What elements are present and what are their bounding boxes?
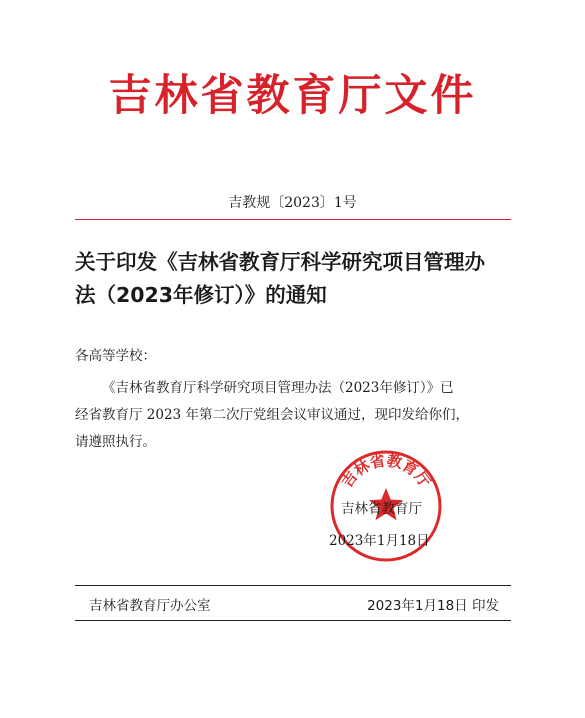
seal-text (338, 452, 434, 491)
signing-organization: 吉林省教育厅 (341, 501, 422, 517)
issue-date: 2023年1月18日 印发 (367, 598, 499, 614)
issuing-office: 吉林省教育厅办公室 (89, 598, 211, 614)
body-line-2: 经省教育厅 2023 年第二次厅党组会议审议通过，现印发给你们， (75, 407, 469, 423)
body-line-3: 请遵照执行。 (75, 434, 156, 450)
body-paragraph (75, 375, 515, 456)
salutation: 各高等学校： (75, 348, 156, 364)
notice-title-line-1: 关于印发《吉林省教育厅科学研究项目管理办 (75, 250, 485, 274)
notice-title (75, 246, 515, 312)
footer-bottom-rule (75, 620, 511, 621)
seal-text-path: 吉林省教育厅 (337, 451, 435, 491)
document-number: 吉教规〔2023〕1号 (228, 195, 357, 211)
footer-top-rule (75, 585, 511, 586)
signing-date: 2023年1月18日 (329, 533, 430, 549)
header-red-divider (75, 219, 511, 220)
body-line-1: 《吉林省教育厅科学研究项目管理办法（2023年修订）》已 (102, 380, 454, 396)
notice-title-line-2: 法（2023年修订）》的通知 (75, 283, 327, 307)
document-header-title: 吉林省教育厅文件 (108, 71, 477, 121)
